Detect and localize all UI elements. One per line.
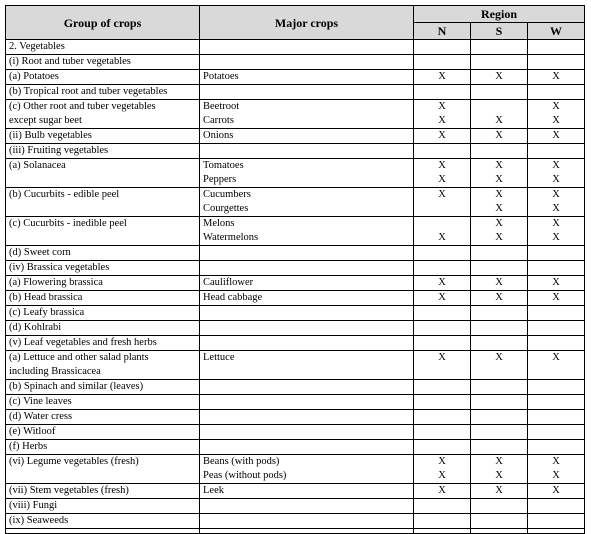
region-w-cell	[528, 144, 585, 159]
region-s-cell	[471, 144, 528, 159]
region-s-cell	[471, 261, 528, 276]
region-s-cell	[471, 159, 528, 188]
presence-mark: X	[552, 189, 560, 200]
crop-group-text: (iv) Brassica vegetables	[9, 262, 110, 273]
presence-mark: X	[552, 115, 560, 126]
crop-name: Cucumbers	[203, 189, 251, 200]
presence-mark: X	[495, 71, 503, 82]
major-crops-cell	[200, 40, 414, 55]
region-s-cell	[471, 129, 528, 144]
presence-mark: X	[438, 130, 446, 141]
presence-mark: X	[495, 277, 503, 288]
presence-mark: X	[438, 101, 446, 112]
region-s-cell	[471, 85, 528, 100]
major-crops-cell	[200, 395, 414, 410]
crop-group-text: (vi) Legume vegetables (fresh)	[9, 456, 139, 467]
major-crops-cell	[200, 440, 414, 455]
crop-group-cell	[6, 455, 200, 484]
presence-mark: X	[438, 292, 446, 303]
region-s-cell	[471, 321, 528, 336]
cutoff-cell	[528, 529, 585, 534]
crop-group-cell	[6, 410, 200, 425]
presence-mark: X	[495, 485, 503, 496]
presence-mark: X	[438, 189, 446, 200]
presence-mark: X	[495, 115, 503, 126]
presence-mark: X	[552, 130, 560, 141]
major-crops-cell	[200, 70, 414, 85]
region-w-cell	[528, 291, 585, 306]
presence-mark: X	[552, 101, 560, 112]
region-w-cell	[528, 380, 585, 395]
region-s-cell	[471, 514, 528, 529]
region-s-cell	[471, 276, 528, 291]
region-w-cell	[528, 410, 585, 425]
crop-group-cell	[6, 306, 200, 321]
crop-group-text: (c) Cucurbits - inedible peel	[9, 218, 127, 229]
table-row	[6, 306, 585, 321]
region-w-cell	[528, 261, 585, 276]
presence-mark: X	[495, 160, 503, 171]
presence-mark: X	[495, 203, 503, 214]
crop-group-text: (c) Other root and tuber vegetables	[9, 101, 156, 112]
major-crops-cell	[200, 306, 414, 321]
table-row	[6, 85, 585, 100]
crop-name: Courgettes	[203, 203, 249, 214]
region-w-cell	[528, 425, 585, 440]
crop-group-cell	[6, 217, 200, 246]
major-crops-cell	[200, 425, 414, 440]
table-row	[6, 144, 585, 159]
region-n-cell	[414, 291, 471, 306]
crop-name: Lettuce	[203, 352, 235, 363]
crop-group-cell	[6, 40, 200, 55]
region-s-cell	[471, 410, 528, 425]
header-region: Region	[414, 6, 585, 23]
presence-mark: X	[495, 232, 503, 243]
region-n-cell	[414, 188, 471, 217]
region-w-cell	[528, 395, 585, 410]
table-row	[6, 70, 585, 85]
major-crops-cell	[200, 336, 414, 351]
table-row	[6, 217, 585, 246]
major-crops-cell	[200, 291, 414, 306]
crop-name: Head cabbage	[203, 292, 263, 303]
presence-mark	[414, 202, 470, 216]
table-row	[6, 55, 585, 70]
table-row	[6, 410, 585, 425]
major-crops-cell	[200, 129, 414, 144]
table-row	[6, 336, 585, 351]
region-s-cell	[471, 484, 528, 499]
region-s-cell	[471, 70, 528, 85]
region-s-cell	[471, 455, 528, 484]
region-n-cell	[414, 55, 471, 70]
crop-group-text: (a) Solanacea	[9, 160, 66, 171]
major-crops-cell	[200, 261, 414, 276]
presence-mark: X	[495, 292, 503, 303]
table-row	[6, 188, 585, 217]
region-n-cell	[414, 246, 471, 261]
crop-group-text: (c) Leafy brassica	[9, 307, 85, 318]
region-w-cell	[528, 499, 585, 514]
region-w-cell	[528, 276, 585, 291]
presence-mark: X	[438, 115, 446, 126]
region-w-cell	[528, 336, 585, 351]
region-w-cell	[528, 440, 585, 455]
region-w-cell	[528, 484, 585, 499]
header-major-crops: Major crops	[200, 6, 414, 40]
table-row	[6, 321, 585, 336]
table-row	[6, 291, 585, 306]
crop-group-cell	[6, 440, 200, 455]
major-crops-cell	[200, 55, 414, 70]
presence-mark: X	[438, 470, 446, 481]
table-row	[6, 440, 585, 455]
crop-group-cell	[6, 351, 200, 380]
major-crops-cell	[200, 85, 414, 100]
table-row	[6, 100, 585, 129]
region-w-cell	[528, 40, 585, 55]
crop-group-cell	[6, 70, 200, 85]
header-region-n: N	[414, 23, 471, 40]
region-n-cell	[414, 484, 471, 499]
crop-group-cell	[6, 291, 200, 306]
table-body	[6, 40, 585, 534]
crop-group-cell	[6, 425, 200, 440]
crop-name	[203, 365, 410, 379]
region-n-cell	[414, 380, 471, 395]
region-s-cell	[471, 425, 528, 440]
major-crops-cell	[200, 217, 414, 246]
crop-group-text: (v) Leaf vegetables and fresh herbs	[9, 337, 157, 348]
presence-mark: X	[438, 352, 446, 363]
crop-group-text: (a) Potatoes	[9, 71, 59, 82]
major-crops-cell	[200, 246, 414, 261]
crop-group-text: (d) Sweet corn	[9, 247, 71, 258]
crop-region-table	[5, 5, 585, 534]
table-row	[6, 499, 585, 514]
crop-group-text: including Brassicacea	[9, 366, 101, 377]
region-w-cell	[528, 306, 585, 321]
crop-group-cell	[6, 159, 200, 188]
table-row	[6, 395, 585, 410]
major-crops-cell	[200, 484, 414, 499]
table-row	[6, 484, 585, 499]
region-w-cell	[528, 188, 585, 217]
region-n-cell	[414, 129, 471, 144]
presence-mark: X	[495, 218, 503, 229]
presence-mark: X	[552, 485, 560, 496]
crop-group-text: (iii) Fruiting vegetables	[9, 145, 109, 156]
crop-group-cell	[6, 246, 200, 261]
region-n-cell	[414, 395, 471, 410]
region-n-cell	[414, 217, 471, 246]
presence-mark: X	[552, 174, 560, 185]
region-s-cell	[471, 380, 528, 395]
table-row	[6, 129, 585, 144]
crop-group-text: (f) Herbs	[9, 441, 48, 452]
header-group-of-crops: Group of crops	[6, 6, 200, 40]
region-n-cell	[414, 85, 471, 100]
crop-group-text: except sugar beet	[9, 115, 82, 126]
cutoff-cell	[6, 529, 200, 534]
presence-mark: X	[495, 130, 503, 141]
region-s-cell	[471, 306, 528, 321]
major-crops-cell	[200, 410, 414, 425]
presence-mark	[528, 365, 584, 379]
presence-mark: X	[438, 71, 446, 82]
presence-mark: X	[552, 352, 560, 363]
header-region-w: W	[528, 23, 585, 40]
presence-mark: X	[552, 456, 560, 467]
region-s-cell	[471, 351, 528, 380]
crop-name: Melons	[203, 218, 235, 229]
crop-group-cell	[6, 129, 200, 144]
region-s-cell	[471, 395, 528, 410]
region-s-cell	[471, 440, 528, 455]
header-region-s: S	[471, 23, 528, 40]
crop-name: Carrots	[203, 115, 234, 126]
crop-name: Cauliflower	[203, 277, 254, 288]
crop-group-text: (a) Lettuce and other salad plants	[9, 352, 149, 363]
region-n-cell	[414, 336, 471, 351]
crop-name: Tomatoes	[203, 160, 244, 171]
table-row	[6, 276, 585, 291]
crop-group-text: (e) Witloof	[9, 426, 56, 437]
region-w-cell	[528, 321, 585, 336]
presence-mark	[414, 365, 470, 379]
table-row-cutoff	[6, 529, 585, 534]
crop-group-text: (b) Cucurbits - edible peel	[9, 189, 120, 200]
crop-group-text: (b) Tropical root and tuber vegetables	[9, 86, 168, 97]
crop-group-text: (vii) Stem vegetables (fresh)	[9, 485, 129, 496]
region-w-cell	[528, 217, 585, 246]
region-n-cell	[414, 351, 471, 380]
major-crops-cell	[200, 351, 414, 380]
crop-group-cell	[6, 144, 200, 159]
table-row	[6, 380, 585, 395]
region-n-cell	[414, 276, 471, 291]
table-row	[6, 351, 585, 380]
cutoff-cell	[471, 529, 528, 534]
cutoff-cell	[200, 529, 414, 534]
region-n-cell	[414, 455, 471, 484]
crop-name: Watermelons	[203, 232, 259, 243]
table-row	[6, 40, 585, 55]
table-row	[6, 425, 585, 440]
crop-group-cell	[6, 484, 200, 499]
presence-mark: X	[495, 352, 503, 363]
presence-mark	[471, 365, 527, 379]
region-n-cell	[414, 261, 471, 276]
region-n-cell	[414, 70, 471, 85]
region-s-cell	[471, 40, 528, 55]
major-crops-cell	[200, 276, 414, 291]
crop-group-text: (viii) Fungi	[9, 500, 58, 511]
region-n-cell	[414, 425, 471, 440]
table-row	[6, 261, 585, 276]
region-w-cell	[528, 85, 585, 100]
crop-name: Beetroot	[203, 101, 240, 112]
region-s-cell	[471, 100, 528, 129]
presence-mark: X	[438, 232, 446, 243]
region-w-cell	[528, 246, 585, 261]
region-n-cell	[414, 100, 471, 129]
crop-group-text: (d) Kohlrabi	[9, 322, 62, 333]
crop-group-cell	[6, 55, 200, 70]
table-row	[6, 246, 585, 261]
region-w-cell	[528, 455, 585, 484]
presence-mark	[471, 100, 527, 114]
presence-mark	[414, 217, 470, 231]
crop-group-cell	[6, 321, 200, 336]
crop-group-cell	[6, 380, 200, 395]
presence-mark: X	[552, 232, 560, 243]
major-crops-cell	[200, 159, 414, 188]
region-w-cell	[528, 351, 585, 380]
crop-group-text: (b) Spinach and similar (leaves)	[9, 381, 144, 392]
region-n-cell	[414, 306, 471, 321]
table-row	[6, 455, 585, 484]
crop-group-cell	[6, 276, 200, 291]
crop-group-cell	[6, 336, 200, 351]
presence-mark: X	[495, 174, 503, 185]
region-w-cell	[528, 55, 585, 70]
crop-group-text: (i) Root and tuber vegetables	[9, 56, 131, 67]
crop-group-cell	[6, 395, 200, 410]
crop-group-text: 2. Vegetables	[9, 41, 65, 52]
region-w-cell	[528, 129, 585, 144]
major-crops-cell	[200, 380, 414, 395]
crop-group-cell	[6, 85, 200, 100]
region-w-cell	[528, 514, 585, 529]
major-crops-cell	[200, 321, 414, 336]
table-row	[6, 159, 585, 188]
crop-name: Peppers	[203, 174, 237, 185]
region-s-cell	[471, 188, 528, 217]
region-n-cell	[414, 514, 471, 529]
presence-mark: X	[438, 456, 446, 467]
region-s-cell	[471, 336, 528, 351]
major-crops-cell	[200, 455, 414, 484]
crop-group-text: (b) Head brassica	[9, 292, 83, 303]
crop-name: Beans (with pods)	[203, 456, 280, 467]
presence-mark: X	[552, 71, 560, 82]
presence-mark: X	[438, 160, 446, 171]
presence-mark: X	[552, 277, 560, 288]
region-w-cell	[528, 159, 585, 188]
document-page	[5, 5, 585, 534]
region-n-cell	[414, 321, 471, 336]
crop-name: Leek	[203, 485, 224, 496]
table-row	[6, 514, 585, 529]
presence-mark: X	[552, 218, 560, 229]
crop-group-text: (ix) Seaweeds	[9, 515, 69, 526]
crop-name: Potatoes	[203, 71, 239, 82]
presence-mark: X	[438, 174, 446, 185]
region-s-cell	[471, 217, 528, 246]
presence-mark: X	[552, 292, 560, 303]
region-n-cell	[414, 144, 471, 159]
presence-mark: X	[438, 277, 446, 288]
region-n-cell	[414, 499, 471, 514]
region-n-cell	[414, 40, 471, 55]
region-n-cell	[414, 410, 471, 425]
crop-group-cell	[6, 188, 200, 217]
region-n-cell	[414, 159, 471, 188]
major-crops-cell	[200, 499, 414, 514]
crop-group-text: (a) Flowering brassica	[9, 277, 103, 288]
region-s-cell	[471, 55, 528, 70]
presence-mark: X	[495, 189, 503, 200]
presence-mark: X	[495, 470, 503, 481]
crop-group-cell	[6, 499, 200, 514]
crop-name: Onions	[203, 130, 234, 141]
region-s-cell	[471, 499, 528, 514]
major-crops-cell	[200, 144, 414, 159]
crop-group-text: (ii) Bulb vegetables	[9, 130, 92, 141]
region-w-cell	[528, 100, 585, 129]
crop-name: Peas (without pods)	[203, 470, 287, 481]
crop-group-cell	[6, 514, 200, 529]
presence-mark: X	[552, 203, 560, 214]
header-row-top	[6, 6, 585, 23]
region-n-cell	[414, 440, 471, 455]
region-s-cell	[471, 291, 528, 306]
crop-group-cell	[6, 261, 200, 276]
major-crops-cell	[200, 188, 414, 217]
crop-group-text: (c) Vine leaves	[9, 396, 72, 407]
crop-group-cell	[6, 100, 200, 129]
major-crops-cell	[200, 100, 414, 129]
region-s-cell	[471, 246, 528, 261]
cutoff-cell	[414, 529, 471, 534]
presence-mark: X	[552, 470, 560, 481]
major-crops-cell	[200, 514, 414, 529]
crop-group-text: (d) Water cress	[9, 411, 73, 422]
presence-mark: X	[495, 456, 503, 467]
region-w-cell	[528, 70, 585, 85]
presence-mark: X	[438, 485, 446, 496]
presence-mark: X	[552, 160, 560, 171]
